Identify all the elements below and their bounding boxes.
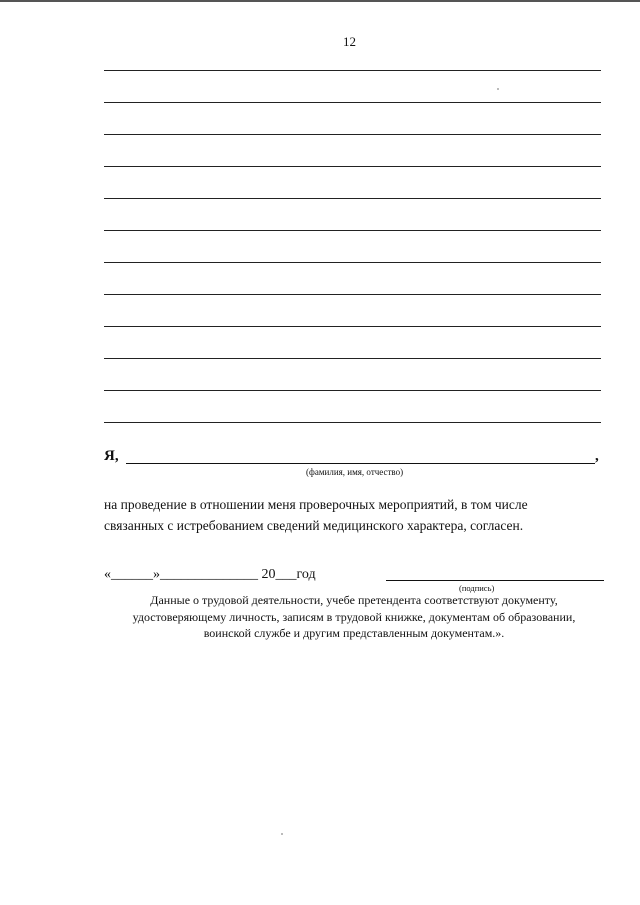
- ruled-line: [104, 358, 601, 359]
- ruled-line: [104, 262, 601, 263]
- consent-text: [104, 494, 604, 536]
- ya-comma: ,: [595, 448, 599, 464]
- note-line: воинской службе и другим представленным документам.».: [203, 626, 505, 640]
- documents-note: [104, 592, 604, 642]
- signature-caption: (подпись): [459, 583, 495, 593]
- signature-field-line[interactable]: [386, 580, 604, 581]
- ruled-line: [104, 294, 601, 295]
- scan-speck: [497, 88, 499, 90]
- ruled-line: [104, 166, 601, 167]
- consent-line: связанных с истребованием сведений медицинского характера, согласен.: [104, 518, 524, 533]
- ruled-line: [104, 422, 601, 423]
- note-line: Данные о трудовой деятельности, учебе претендента соответствуют документу,: [150, 593, 558, 607]
- date-field[interactable]: «______»______________ 20___год: [104, 567, 316, 582]
- ruled-line: [104, 230, 601, 231]
- ruled-line: [104, 198, 601, 199]
- page-number: 12: [343, 34, 356, 49]
- note-line: удостоверяющему личность, записям в трудовой книжке, документам об образовании,: [132, 609, 576, 624]
- scan-speck: [281, 833, 283, 835]
- ruled-line: [104, 70, 601, 71]
- scan-top-edge: [0, 0, 640, 2]
- fio-caption: (фамилия, имя, отчество): [306, 467, 404, 477]
- ya-label: Я,: [104, 448, 119, 464]
- ruled-line: [104, 390, 601, 391]
- ruled-line: [104, 326, 601, 327]
- ruled-line: [104, 102, 601, 103]
- ruled-line: [104, 134, 601, 135]
- consent-line: на проведение в отношении меня проверочных мероприятий, в том числе: [104, 497, 528, 512]
- fio-row: [104, 448, 604, 468]
- fio-field-line[interactable]: [126, 463, 595, 464]
